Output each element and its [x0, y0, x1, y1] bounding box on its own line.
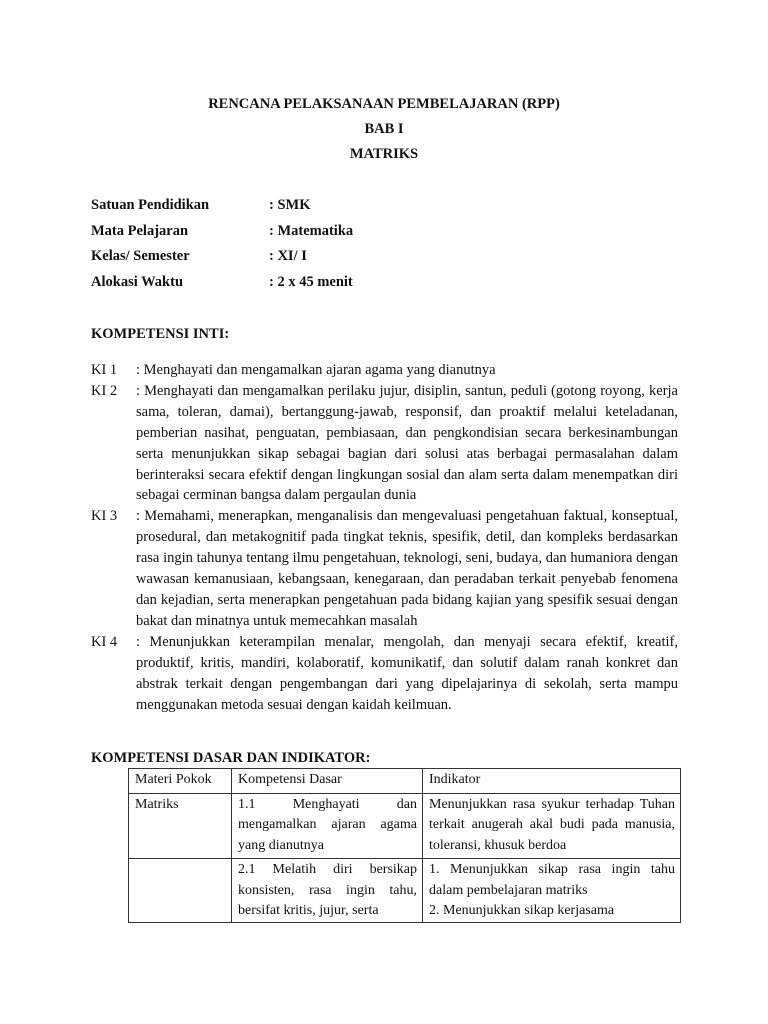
materi-cell [129, 859, 232, 923]
identity-row [91, 247, 691, 273]
ki-item [91, 632, 678, 716]
ki-item [91, 381, 678, 506]
subject-title: MATRIKS [349, 146, 419, 162]
column-header: Materi Pokok [129, 769, 232, 794]
ki-text: : Menghayati dan mengamalkan ajaran agama yang dianutnya [136, 362, 496, 378]
document-title: RENCANA PELAKSANAAN PEMBELAJARAN (RPP) [208, 96, 560, 112]
indikator-item: 2. Menunjukkan sikap kerjasama [429, 903, 615, 918]
title-block [0, 92, 768, 167]
indikator-item: 1. Menunjukkan sikap rasa ingin tahu dalam pembelajaran matriks [429, 862, 675, 898]
ki-number: KI 2 [91, 382, 118, 399]
identity-row [91, 222, 691, 248]
materi-cell: Matriks [129, 793, 232, 859]
table-row [129, 793, 681, 859]
ki-number: KI 1 [91, 362, 118, 378]
identity-row [91, 196, 691, 222]
table-row [129, 859, 681, 923]
table-header-row [129, 769, 681, 794]
ki-text: : Memahami, menerapkan, menganalisis dan mengevaluasi pengetahuan faktual, konseptual, prosedural, dan metakognitif pada tingkat teknis, spesifik, detil, dan kompleks berdasarkan rasa ingin tahunya tentang ilmu pengetahuan, teknologi, seni, budaya, dan humaniora dengan wawasan kemanusiaan, kebangsaan, kenegaraan, dan peradaban terkait penyebab fenomena dan kejadian, serta menerapkan pengetahuan pada bidang kajian yang spesifik sesuai dengan bakat dan minatnya untuk memecahkan masalah [136, 508, 678, 629]
identity-label: Kelas/ Semester [91, 248, 190, 264]
ki-item [91, 506, 678, 631]
identity-value: : Matematika [269, 222, 354, 239]
identity-value: : SMK [269, 197, 311, 213]
kd-cell: 1.1 Menghayati dan mengamalkan ajaran agama yang dianutnya [232, 793, 423, 859]
kompetensi-inti-heading: KOMPETENSI INTI: [91, 326, 230, 342]
kompetensi-inti-list [91, 360, 678, 715]
identity-block [91, 196, 691, 298]
identity-label: Alokasi Waktu [91, 273, 184, 290]
identity-value: : 2 x 45 menit [269, 273, 353, 290]
ki-text: : Menghayati dan mengamalkan perilaku jujur, disiplin, santun, peduli (gotong royong, kerja sama, toleran, damai), bertanggung-jawab, responsif, dan proaktif melalui keteladanan, pemberian nasihat, penguatan, pembiasaan, dan pengkondisian secara berkesinambungan serta menunjukkan sikap sebagai bagian dari solusi atas berbagai permasalahan dalam berinteraksi secara efektif dengan lingkungan sosial dan alam serta dalam menempatkan diri sebagai cerminan bangsa dalam pergaulan dunia [136, 382, 678, 504]
identity-label: Satuan Pendidikan [91, 197, 210, 213]
chapter-label: BAB I [364, 121, 404, 137]
ki-number: KI 4 [91, 633, 118, 650]
ki-item [91, 360, 678, 381]
column-header: Kompetensi Dasar [232, 769, 423, 794]
identity-label: Mata Pelajaran [91, 222, 189, 239]
kompetensi-dasar-table [128, 768, 681, 923]
indikator-cell [423, 859, 681, 923]
kd-cell-text: 2.1 Melatih diri bersikap konsisten, rasa ingin tahu, bersifat kritis, jujur, serta [238, 862, 417, 918]
indikator-cell: Menunjukkan rasa syukur terhadap Tuhan terkait anugerah akal budi pada manusia, toleransi, khusuk berdoa [423, 793, 681, 859]
identity-value: : XI/ I [269, 248, 307, 264]
column-header: Indikator [423, 769, 681, 794]
indikator-cell-text [429, 860, 675, 920]
ki-text: : Menunjukkan keterampilan menalar, mengolah, dan menyaji secara efektif, kreatif, produktif, kritis, mandiri, kolaboratif, komunikatif, dan solutif dalam ranah konkret dan abstrak terkait dengan pengembangan dari yang dipelajarinya di sekolah, serta mampu menggunakan metoda sesuai dengan kaidah keilmuan. [136, 633, 678, 713]
kd-cell [232, 859, 423, 923]
identity-row [91, 273, 691, 299]
ki-number: KI 3 [91, 508, 118, 525]
kompetensi-dasar-heading: KOMPETENSI DASAR DAN INDIKATOR: [91, 750, 371, 766]
